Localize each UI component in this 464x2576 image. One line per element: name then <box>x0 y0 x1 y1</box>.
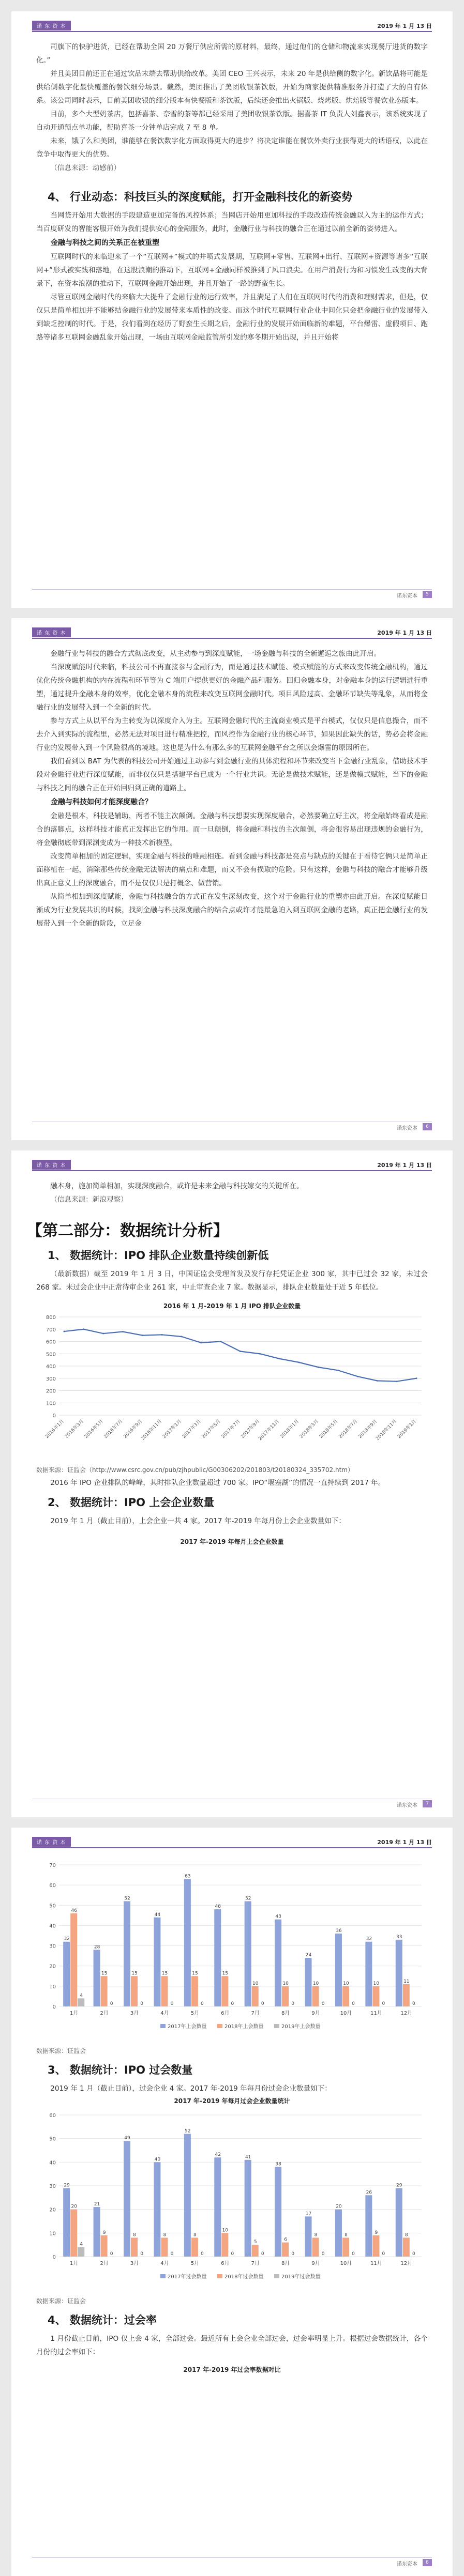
bar <box>184 2134 191 2257</box>
data-point <box>200 1342 202 1343</box>
x-tick-label: 12月 <box>400 2011 413 2016</box>
paragraph: （最新数据）截至 2019 年 1 月 3 日，中国证监会受理首发及发行存托凭证企业 300 家，其中已过会 32 家，未过会 268 家。未过会企业中正常待审企业 261 家，中止审查企业 7 家。数据显示，排队企业数量处于近 5 年低位。 <box>36 1270 428 1292</box>
bar <box>70 2210 77 2257</box>
header-date: 2019 年 1 月 13 日 <box>377 1839 432 1846</box>
bar-value-label: 8 <box>314 2232 318 2238</box>
bar-value-label: 0 <box>291 2251 295 2257</box>
bar-value-label: 0 <box>170 2251 174 2257</box>
bar-value-label: 0 <box>321 2001 325 2006</box>
bar <box>214 1909 221 2006</box>
y-tick-label: 30 <box>49 1943 56 1950</box>
brand-label: 诺 东 资 本 <box>32 21 71 30</box>
x-tick-label: 2019年1月 <box>397 1419 418 1440</box>
bar-value-label: 0 <box>140 2001 143 2006</box>
chart-title: 2017 年-2019 年每月上会企业数量 <box>180 1538 284 1545</box>
bar <box>221 1976 228 2006</box>
x-tick-label: 6月 <box>221 2011 230 2016</box>
monthly-hearing-bar-chart <box>36 1857 428 2043</box>
data-point <box>102 1333 104 1335</box>
data-point <box>279 1358 280 1359</box>
x-tick-label: 2016年9月 <box>123 1419 144 1440</box>
legend-swatch <box>160 2274 166 2278</box>
data-point <box>240 1351 241 1352</box>
bar-value-label: 0 <box>140 2251 143 2257</box>
bar <box>191 1976 198 2006</box>
bar <box>161 1976 168 2006</box>
x-tick-label: 2018年1月 <box>279 1419 301 1440</box>
data-point <box>64 1331 65 1332</box>
bar <box>335 2210 342 2257</box>
bar-value-label: 0 <box>231 2251 234 2257</box>
legend-swatch <box>217 2274 222 2278</box>
brand-label: 诺 东 资 本 <box>32 1160 71 1170</box>
bar-value-label: 15 <box>161 1971 168 1976</box>
x-tick-label: 2018年3月 <box>298 1419 320 1440</box>
bar-value-label: 46 <box>71 1908 77 1913</box>
bar-value-label: 0 <box>110 2251 113 2257</box>
document-page <box>11 1828 453 2576</box>
page-number: 7 <box>423 1800 432 1807</box>
bar <box>372 1986 379 2006</box>
paragraph: 未来，饿了么和美团，谁能够在餐饮数字化方面取得更大的进步？将决定谁能在餐饮外卖行业获得更大的话语权，以此在竞争中取得更大的优势。 <box>36 137 428 159</box>
page-footer <box>32 1799 432 1808</box>
bar-value-label: 20 <box>336 2204 342 2210</box>
bar-value-label: 26 <box>366 2190 372 2196</box>
page-header <box>32 21 432 32</box>
footer-brand: 诺东资本 <box>397 1803 417 1808</box>
section-heading: 2、 数据统计：IPO 上会企业数量 <box>48 1496 215 1509</box>
bar-value-label: 0 <box>261 2251 264 2257</box>
x-tick-label: 2017年5月 <box>201 1419 222 1440</box>
paragraph: 金融是根本，科技是辅助，两者不能主次颠倒。金融与科技想要实现深度融合，必然要确立好主次，将金融始终看成是融合的落脚点，这样科技才能真正发挥出它的作用。而一旦颠倒，将金融和科技的主次颠倒，将会很容易出现违规的金融行为，将金融彻底带到深渊变成为一种技术新模型。 <box>36 812 428 847</box>
paragraph: 2019 年 1 月（截止目前），上会企业一共 4 家。2017 年-2019 年每月份上会企业数量如下： <box>50 1517 346 1525</box>
bar-value-label: 5 <box>253 2240 257 2245</box>
y-tick-label: 600 <box>46 1339 56 1345</box>
x-tick-label: 12月 <box>400 2261 413 2266</box>
x-tick-label: 2月 <box>100 2011 109 2016</box>
data-point <box>142 1335 143 1336</box>
paragraph: 金融行业与科技的融合方式彻底改变，从主动参与到深度赋能，一场金融与科技的全新邂逅之旅由此开启。 <box>50 650 381 658</box>
x-tick-label: 2018年11月 <box>375 1419 398 1442</box>
bar-value-label: 28 <box>94 1944 100 1950</box>
bar-value-label: 0 <box>231 2001 234 2006</box>
bar-value-label: 0 <box>291 2001 295 2006</box>
bar-value-label: 0 <box>412 2251 415 2257</box>
bar <box>403 1984 410 2006</box>
page-footer <box>32 1122 432 1131</box>
x-tick-label: 2017年9月 <box>240 1419 261 1440</box>
bar <box>245 1901 251 2006</box>
y-tick-label: 20 <box>49 2207 56 2213</box>
x-tick-label: 11月 <box>370 2011 382 2016</box>
bar <box>131 1976 138 2006</box>
bar <box>305 1958 312 2006</box>
bar-value-label: 10 <box>282 1981 289 1986</box>
data-point <box>337 1370 339 1371</box>
source-note: （信息来源：动感前） <box>50 164 121 172</box>
bar-value-label: 42 <box>215 2152 221 2158</box>
part-title: 【第二部分：数据统计分析】 <box>27 1222 229 1240</box>
page-footer <box>32 589 432 599</box>
paragraph: 目前，多个大型奶茶店，包括喜茶、奈雪的茶等都已经采用了美团收银茶饮版。据喜茶 IT 负责人刘鑫表示，该系统实现了自动开通预点单功能，帮助喜茶一分钟单店完成 7 至 8 单。 <box>36 110 428 132</box>
page-body <box>36 647 428 930</box>
y-tick-label: 100 <box>46 1401 56 1407</box>
y-tick-label: 700 <box>46 1327 56 1333</box>
x-tick-label: 2018年5月 <box>318 1419 339 1440</box>
bar-value-label: 6 <box>284 2237 287 2243</box>
x-tick-label: 2016年5月 <box>83 1419 104 1440</box>
bar <box>282 2243 289 2257</box>
y-tick-label: 50 <box>49 1903 56 1909</box>
bar-value-label: 38 <box>275 2161 281 2167</box>
bar-value-label: 21 <box>94 2202 100 2207</box>
bar <box>342 2237 349 2257</box>
x-tick-label: 2016年11月 <box>140 1419 163 1442</box>
ipo-queue-line-chart <box>36 1312 428 1462</box>
x-tick-label: 11月 <box>370 2261 382 2266</box>
bar-value-label: 0 <box>201 2001 204 2006</box>
bar-value-label: 8 <box>133 2232 136 2238</box>
data-point <box>220 1341 221 1342</box>
bar <box>124 1901 130 2006</box>
bar-value-label: 11 <box>403 1979 410 1984</box>
bar <box>275 2167 281 2257</box>
y-tick-label: 40 <box>49 1923 56 1929</box>
bar-value-label: 48 <box>215 1904 221 1910</box>
paragraph: 当深度赋能时代来临，科技公司不再直接参与金融行为，而是通过技术赋能、模式赋能的方式来改变传统金融机构，通过优化传统金融机构的内在流程和环节等为 C 端用户提供更好的金融产品和服务。回归金融本身，对金融本身的运行逻辑进行重塑，通过提升金融本身的效率，优化金融本身的流程来改变互联网金融时代。项目风险过高、金融环节缺失等乱象，从而将金融行业的发展带入到一个全新的时代。 <box>36 663 428 712</box>
y-tick-label: 70 <box>49 1863 56 1868</box>
bar-value-label: 44 <box>154 1912 161 1918</box>
bar-value-label: 0 <box>201 2251 204 2257</box>
bar-value-label: 49 <box>124 2136 130 2141</box>
bar-value-label: 0 <box>352 2251 355 2257</box>
bar <box>221 2233 228 2257</box>
legend-swatch <box>160 2024 166 2028</box>
bar <box>252 2245 259 2257</box>
paragraph: 改变简单相加的固定逻辑，实现金融与科技的唯融相连。看到金融与科技都是亮点与缺点的关键在于看待它俩只是简单正面移植在一起，消除那些传统金融无法解决的痛点和难题，而又不会有损取的危险。只有这样，金融与科技的融合才能够升级出真正意义上的深度融合，而不是仅仅只是打概念、做营销。 <box>36 852 428 887</box>
footer-brand: 诺东资本 <box>397 1126 417 1131</box>
x-tick-label: 10月 <box>340 2261 352 2266</box>
brand-label: 诺 东 资 本 <box>32 1837 71 1847</box>
bar-value-label: 8 <box>193 2232 197 2238</box>
bar-value-label: 52 <box>245 1896 251 1902</box>
bar <box>124 2141 130 2257</box>
bar-value-label: 52 <box>185 2128 191 2134</box>
x-tick-label: 10月 <box>340 2011 352 2016</box>
bar <box>282 1986 289 2006</box>
data-point <box>181 1336 183 1338</box>
x-tick-label: 9月 <box>311 2011 320 2016</box>
paragraph: 2016 年 IPO 企业排队的峰峰，其时排队企业数量超过 700 家。IPO“堰塞湖”的情况一直持续到 2017 年。 <box>50 1479 385 1487</box>
x-tick-label: 7月 <box>251 2011 260 2016</box>
bar <box>161 2237 168 2257</box>
paragraph: 从简单相加到深度赋能，金融与科技融合的方式正在发生深刻改变，这个对于金融行业的重塑亦由此开启。在深度赋能日渐成为行业发展共识的时候，找到金融与科技深度融合的结合点或许才能最急迫入到互联网金融的老路，真正把金融行业的发展带入到一个全新的阶段，立足金 <box>36 893 428 928</box>
bar-value-label: 8 <box>163 2232 167 2238</box>
y-tick-label: 50 <box>49 2136 56 2142</box>
bar-value-label: 15 <box>101 1971 108 1976</box>
page-number: 5 <box>423 591 432 598</box>
x-tick-label: 2017年3月 <box>181 1419 202 1440</box>
legend-label: 2019年上会数量 <box>281 2024 321 2030</box>
x-tick-label: 5月 <box>190 2261 200 2266</box>
bar-value-label: 9 <box>375 2230 378 2235</box>
y-tick-label: 10 <box>49 1984 56 1990</box>
page-number: 8 <box>423 2559 432 2566</box>
bar <box>305 2216 312 2257</box>
data-line <box>64 1329 416 1382</box>
chart-source: 数据来源：证监会 <box>36 2047 86 2054</box>
paragraph: 并且美团目前还正在通过饮品末端去帮助供给改革。美团 CEO 王兴表示，未来 20 年是供给侧的数字化。新饮品将可能是供给侧数字化最快覆盖的餐饮细分场景。截然，美团推出了美团收银茶饮版，开始为商家提供精准服务并打造了大的自有体系。该公司同时表示，目前美团收银的细分版本有快餐版和茶饮版，后续还会推出火锅版、烧烤版、烘焙版等餐饮业态版本。 <box>36 70 428 105</box>
bar <box>252 1986 259 2006</box>
y-tick-label: 500 <box>46 1352 56 1358</box>
bar-value-label: 8 <box>405 2232 408 2238</box>
legend-swatch <box>274 2274 279 2278</box>
chart-source: 数据来源：证监会（http://www.csrc.gov.cn/pub/zjhpublic/G00306202/201803/t20180324_335702.htm） <box>36 1466 354 1474</box>
footer-brand: 诺东资本 <box>397 2562 417 2567</box>
bar-value-label: 0 <box>382 2001 385 2006</box>
bar <box>372 2235 379 2257</box>
y-tick-label: 0 <box>52 2255 56 2260</box>
bar <box>63 2188 70 2257</box>
header-date: 2019 年 1 月 13 日 <box>377 1162 432 1169</box>
data-point <box>298 1361 300 1363</box>
x-tick-label: 2018年7月 <box>338 1419 359 1440</box>
bar <box>396 1940 402 2006</box>
bar-value-label: 52 <box>124 1896 130 1902</box>
bar <box>342 1986 349 2006</box>
y-tick-label: 60 <box>49 1883 56 1889</box>
bar <box>245 2160 251 2257</box>
bar-value-label: 10 <box>312 1981 319 1986</box>
page-header <box>32 1160 432 1171</box>
legend-label: 2019年过会数量 <box>281 2274 321 2280</box>
bar <box>131 2237 138 2257</box>
paragraph: 当网贷开始用大数据的手段建造更加完备的风控体系；当网店开始用更加科技的手段改造传统金融以入为主的运作方式；当百度研发的智能客服开始为我们提供安心的金融服务，此时，金融行业与科技的融合正在通过以前全新的姿势进入。 <box>36 211 428 233</box>
x-tick-label: 2月 <box>100 2261 109 2266</box>
bar <box>365 2195 372 2257</box>
bar-value-label: 0 <box>352 2001 355 2006</box>
y-tick-label: 0 <box>52 1413 56 1419</box>
x-tick-label: 2018年9月 <box>357 1419 379 1440</box>
legend-swatch <box>217 2024 222 2028</box>
paragraph: 司旗下的快驴进货，已经在帮助全国 20 万餐厅供应所需的原材料，最终，通过他们的仓储和物流来实现餐厅进货的数字化。” <box>36 43 428 65</box>
bar <box>101 1976 108 2006</box>
bar-value-label: 63 <box>185 1874 191 1879</box>
paragraph: 我们看到以 BAT 为代表的科技公司开始通过主动参与到金融行业的具体流程和环节来改变当下金融行业乱象，借助技术手段对金融行业进行深度赋能，而非仅仅只是搭建平台已成为一个行业共识。无论是做技术赋能，还是做模式赋能，当下的金融与科技之间的融合正在开始回归到正确的道路上。 <box>36 757 428 792</box>
bar <box>403 2237 410 2257</box>
bar <box>191 2237 198 2257</box>
page-number: 6 <box>423 1123 432 1130</box>
section-heading: 4、 数据统计：过会率 <box>48 2314 157 2326</box>
bar <box>312 2237 319 2257</box>
x-tick-label: 4月 <box>160 2261 169 2266</box>
x-tick-label: 2017年11月 <box>258 1419 281 1442</box>
bar <box>365 1942 372 2006</box>
bar-value-label: 29 <box>64 2183 70 2188</box>
document-page <box>11 618 453 1140</box>
data-point <box>122 1331 124 1332</box>
x-tick-label: 6月 <box>221 2261 230 2266</box>
bar <box>335 1934 342 2006</box>
bar-value-label: 15 <box>222 1971 229 1976</box>
x-tick-label: 7月 <box>251 2261 260 2266</box>
bar <box>154 2162 160 2257</box>
page-header <box>32 627 432 639</box>
y-tick-label: 30 <box>49 2184 56 2189</box>
bar <box>275 1920 281 2006</box>
x-tick-label: 2016年3月 <box>64 1419 85 1440</box>
bar <box>214 2157 221 2257</box>
bar-value-label: 10 <box>373 1981 380 1986</box>
y-tick-label: 800 <box>46 1315 56 1321</box>
bar <box>312 1986 319 2006</box>
x-tick-label: 8月 <box>281 2261 290 2266</box>
monthly-approval-bar-chart <box>36 2107 428 2293</box>
legend-label: 2018年上会数量 <box>224 2024 264 2030</box>
bar <box>94 1950 100 2006</box>
footer-brand: 诺东资本 <box>397 593 417 599</box>
bar <box>184 1879 191 2006</box>
header-date: 2019 年 1 月 13 日 <box>377 630 432 636</box>
x-tick-label: 1月 <box>70 2261 79 2266</box>
x-tick-label: 5月 <box>190 2011 200 2016</box>
x-tick-label: 8月 <box>281 2011 290 2016</box>
chart-title: 2016 年 1 月-2019 年 1 月 IPO 排队企业数量 <box>163 1302 301 1310</box>
chart-source: 数据来源：证监会 <box>36 2297 86 2305</box>
bar-value-label: 36 <box>336 1928 342 1934</box>
chart-title: 2017 年-2019 年每月过会企业数量统计 <box>174 2097 290 2105</box>
bar-value-label: 20 <box>71 2204 77 2210</box>
paragraph: 1 月份截止目前，IPO 仅上会 4 家，全部过会。最近所有上会企业全部过会，过会率明显上升。根据过会数据统计，各个月份的过会率如下： <box>36 2335 428 2356</box>
paragraph: 融本身，施加简单相加，实现深度融合，或许是未来金融与科技嫁交的关键所在。 <box>50 1182 304 1190</box>
section-heading: 1、 数据统计：IPO 排队企业数量持续创新低 <box>48 1249 269 1262</box>
bar-value-label: 8 <box>345 2232 348 2238</box>
y-tick-label: 300 <box>46 1376 56 1382</box>
legend-label: 2017年上会数量 <box>168 2024 207 2030</box>
bar-value-label: 4 <box>80 1993 83 1999</box>
legend-swatch <box>274 2024 279 2028</box>
document-page <box>11 11 453 608</box>
y-tick-label: 60 <box>49 2113 56 2119</box>
bar-value-label: 40 <box>154 2157 161 2163</box>
bar-value-label: 0 <box>110 2001 113 2006</box>
bar-value-label: 17 <box>305 2211 312 2217</box>
paragraph: 尽管互联网金融时代的来临大大提升了金融行业的运行效率，并且满足了人们在互联网时代的消费和理财需求，但是，仅仅只是简单相加并不能够结金融行业的发展带来本质性的改变。而这个时代互联网行业企业中间化只会把金融行业的发展带入到缺乏控制的时代。于是，我们看到在经历了野蛮生长期之后，金融行业的发展开始面临新的难题，平台爆雷、虚假项目、跑路等诸多互联网金融乱象开始出现，一场由互联网金融监管所引发的寒冬期开始出现，并且开始将 <box>36 293 428 342</box>
legend-label: 2017年过会数量 <box>168 2274 207 2280</box>
page-footer <box>32 2557 432 2567</box>
section-heading: 3、 数据统计：IPO 过会数量 <box>48 2064 193 2076</box>
bar-value-label: 0 <box>261 2001 264 2006</box>
page-body <box>36 1857 428 2375</box>
page-header <box>32 1837 432 1848</box>
y-tick-label: 400 <box>46 1364 56 1370</box>
bar <box>94 2207 100 2257</box>
bar-value-label: 32 <box>64 1936 70 1942</box>
bar <box>63 1942 70 2006</box>
bar-value-label: 9 <box>102 2230 106 2235</box>
bar-value-label: 10 <box>222 2228 229 2233</box>
data-point <box>396 1381 398 1382</box>
bar-value-label: 15 <box>192 1971 198 1976</box>
data-point <box>416 1377 417 1379</box>
bar <box>70 1913 77 2006</box>
data-point <box>83 1328 84 1330</box>
x-tick-label: 1月 <box>70 2011 79 2016</box>
x-tick-label: 9月 <box>311 2261 320 2266</box>
data-point <box>161 1334 163 1336</box>
y-tick-label: 20 <box>49 1964 56 1970</box>
x-tick-label: 2016年1月 <box>44 1419 66 1440</box>
bar-value-label: 0 <box>170 2001 174 2006</box>
bar-value-label: 0 <box>382 2251 385 2257</box>
bar-value-label: 15 <box>131 1971 138 1976</box>
bar-value-label: 10 <box>252 1981 259 1986</box>
bar-value-label: 29 <box>396 2183 402 2188</box>
bar <box>154 1918 160 2006</box>
x-tick-label: 2016年7月 <box>103 1419 124 1440</box>
data-point <box>357 1376 358 1377</box>
bar-value-label: 32 <box>366 1936 372 1942</box>
header-date: 2019 年 1 月 13 日 <box>377 23 432 29</box>
legend-label: 2018年过会数量 <box>224 2274 264 2280</box>
source-note: （信息来源：新浪观察） <box>50 1195 128 1204</box>
bar-value-label: 41 <box>245 2154 251 2160</box>
page-body <box>27 1179 428 1547</box>
y-tick-label: 40 <box>49 2160 56 2166</box>
subsection-heading: 金融与科技之间的关系正在被重塑 <box>51 239 159 247</box>
bar-value-label: 43 <box>275 1914 281 1920</box>
x-tick-label: 2017年7月 <box>220 1419 242 1440</box>
y-tick-label: 10 <box>49 2231 56 2237</box>
chart-title: 2017 年-2019 年过会率数据对比 <box>183 2366 281 2373</box>
x-tick-label: 3月 <box>130 2011 139 2016</box>
y-tick-label: 0 <box>52 2004 56 2010</box>
paragraph: 互联网时代的来临迎来了一个“互联网+”模式的井喷式发展期，互联网+零售、互联网+出行、互联网+资源等诸多“互联网+”形式被实践和落地，在这股浪潮的推动下，互联网+金融同样被推到了风口浪尖。在用户消费行为和习惯发生改变的大背景下，在资本浪潮的推动下，互联网金融开始出现，并且开始了一路的野蛮生长。 <box>36 253 428 288</box>
bar-value-label: 4 <box>80 2242 83 2247</box>
subsection-heading: 金融与科技如何才能深度融合？ <box>51 798 152 806</box>
data-point <box>377 1380 378 1382</box>
x-tick-label: 2017年1月 <box>162 1419 183 1440</box>
paragraph: 参与方式上从以平台为主转变为以深度介入为主。互联网金融时代的主流商业模式是平台模式，仅仅只是信息撮合，而不去介入到实际的流程里，必然无法对项目进行精准把控，而风控作为金融行业的核心环节，如果因此缺失的话，势必会将金融行业的发展带入到一个风险很高的境地。这也是为什么有那么多的互联网金融平台之所以会爆雷的原因所在。 <box>36 717 428 752</box>
bar-value-label: 33 <box>396 1934 402 1940</box>
bar-value-label: 0 <box>412 2001 415 2006</box>
bar <box>396 2188 402 2257</box>
brand-label: 诺 东 资 本 <box>32 627 71 637</box>
bar-value-label: 10 <box>343 1981 349 1986</box>
section-heading: 4、 行业动态：科技巨头的深度赋能，打开金融科技化的新姿势 <box>48 191 352 203</box>
bar <box>101 2235 108 2257</box>
bar <box>78 1998 84 2006</box>
document-page <box>11 1151 453 1817</box>
bar-value-label: 24 <box>305 1953 312 1958</box>
y-tick-label: 200 <box>46 1388 56 1394</box>
x-tick-label: 3月 <box>130 2261 139 2266</box>
paragraph: 2019 年 1 月（截止目前），过会企业 4 家。2017 年-2019 年每月份过会企业数量如下： <box>50 2084 332 2093</box>
x-tick-label: 4月 <box>160 2011 169 2016</box>
bar-value-label: 0 <box>321 2251 325 2257</box>
bar <box>78 2247 84 2257</box>
data-point <box>259 1353 261 1355</box>
page-body <box>36 40 428 344</box>
data-point <box>318 1367 319 1368</box>
